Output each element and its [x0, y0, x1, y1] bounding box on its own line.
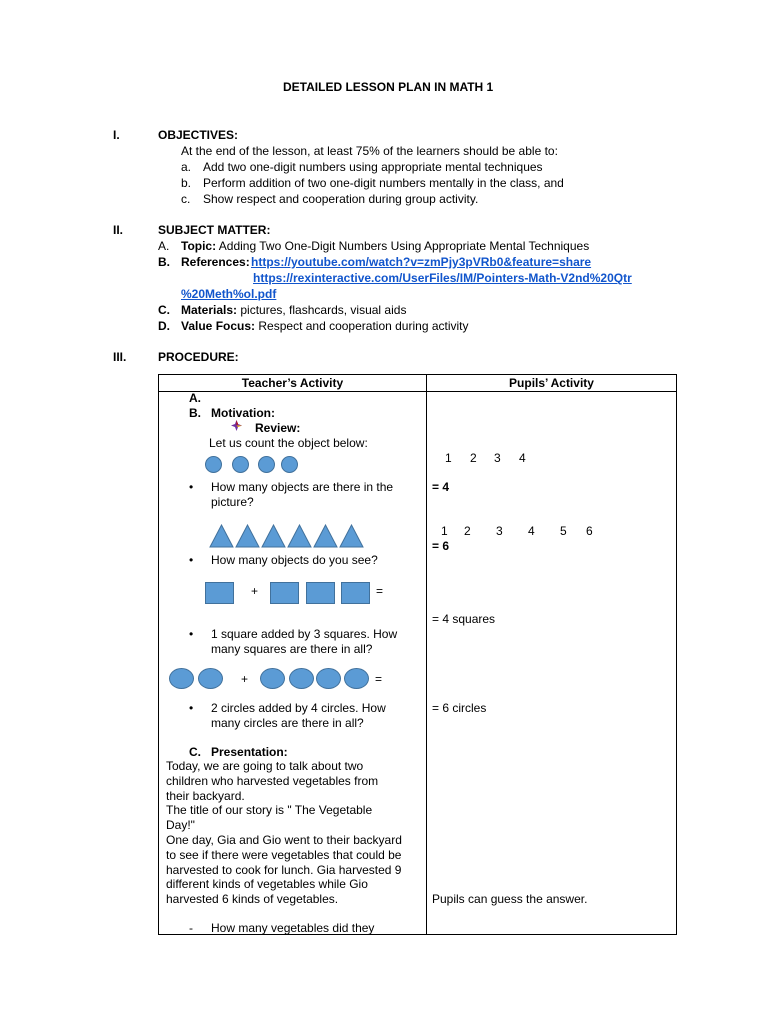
answer-5: Pupils can guess the answer. — [432, 892, 588, 906]
dash-bullet: - — [189, 921, 193, 935]
bullet-icon: • — [189, 553, 194, 567]
answer-3: = 4 squares — [432, 612, 496, 626]
section-heading: OBJECTIVES: — [158, 128, 239, 142]
count-number: 5 — [560, 524, 567, 538]
list-letter: b. — [181, 176, 192, 190]
count-number: 2 — [464, 524, 471, 538]
circle-shape — [232, 456, 249, 473]
presentation-label: Presentation: — [211, 745, 288, 759]
oval-shape — [169, 668, 194, 689]
step-letter: C. — [189, 745, 201, 759]
table-header-divider — [159, 391, 676, 392]
value-text: Respect and cooperation during activity — [258, 319, 469, 333]
triangle-shape — [340, 525, 363, 547]
section-heading: SUBJECT MATTER: — [158, 223, 271, 237]
references-label: References: — [181, 255, 250, 269]
page-title: DETAILED LESSON PLAN IN MATH 1 — [283, 80, 494, 94]
list-item: Perform addition of two one-digit numbers mentally in the class, and — [203, 176, 564, 190]
triangles-group — [209, 524, 365, 548]
reference-link-2-cont[interactable]: %20Meth%ol.pdf — [181, 287, 277, 301]
question-1: How many objects are there in the picture? — [211, 480, 394, 509]
objectives-intro: At the end of the lesson, at least 75% of the learners should be able to: — [181, 144, 558, 158]
review-label: Review: — [255, 421, 301, 435]
question-2: How many objects do you see? — [211, 553, 378, 567]
reference-link-1[interactable]: https://youtube.com/watch?v=zmPjy3pVRb0&feature=share — [251, 255, 592, 269]
bullet-icon: • — [189, 627, 194, 641]
oval-shape — [316, 668, 341, 689]
list-letter: B. — [158, 255, 170, 269]
value-label: Value Focus: — [181, 319, 256, 333]
oval-shape — [260, 668, 285, 689]
section-number: I. — [113, 128, 120, 142]
list-letter: A. — [158, 239, 170, 253]
column-header-teacher: Teacher’s Activity — [241, 376, 344, 390]
equals-sign: = — [375, 672, 383, 686]
story-line: Today, we are going to talk about two — [166, 759, 364, 773]
count-number: 3 — [496, 524, 503, 538]
count-number: 1 — [441, 524, 448, 538]
bullet-icon: • — [189, 480, 194, 494]
list-item: Show respect and cooperation during group activity. — [203, 192, 479, 206]
section-number: III. — [113, 350, 127, 364]
answer-2: = 6 — [432, 539, 450, 553]
value-line — [181, 319, 469, 333]
count-number: 1 — [445, 451, 452, 465]
topic-line — [181, 239, 589, 253]
materials-label: Materials: — [181, 303, 238, 317]
topic-label: Topic: — [181, 239, 217, 253]
story-line: One day, Gia and Gio went to their backyard — [166, 832, 402, 847]
circle-shape — [281, 456, 298, 473]
column-header-pupils: Pupils’ Activity — [509, 376, 594, 390]
story-line: to see if there were vegetables that could be — [166, 847, 402, 862]
plus-sign: + — [251, 584, 259, 598]
step-letter: B. — [189, 406, 201, 420]
oval-shape — [289, 668, 314, 689]
list-letter: a. — [181, 160, 192, 174]
materials-value: pictures, flashcards, visual aids — [240, 303, 407, 317]
triangle-shape — [262, 525, 285, 547]
story-line: harvested to cook for lunch. Gia harvested 9 — [166, 862, 402, 877]
materials-line — [181, 303, 406, 317]
circle-shape — [205, 456, 222, 473]
triangle-shape — [314, 525, 337, 547]
square-shape — [205, 582, 234, 604]
list-letter: D. — [158, 319, 170, 333]
section-heading: PROCEDURE: — [158, 350, 239, 364]
triangle-shape — [210, 525, 233, 547]
triangle-shape — [288, 525, 311, 547]
story-line: their backyard. — [166, 788, 245, 803]
square-shape — [341, 582, 370, 604]
count-number: 2 — [470, 451, 477, 465]
question-4: 2 circles added by 4 circles. How many circles are there in all? — [211, 701, 386, 730]
square-shape — [306, 582, 335, 604]
circle-shape — [258, 456, 275, 473]
count-number: 4 — [528, 524, 535, 538]
equals-sign: = — [376, 584, 384, 598]
star-bullet-icon — [231, 420, 242, 431]
story-line: harvested 6 kinds of vegetables. — [166, 892, 339, 907]
count-number: 6 — [586, 524, 593, 538]
plus-sign: + — [241, 672, 249, 686]
step-letter: A. — [189, 391, 201, 405]
count-number: 4 — [519, 451, 526, 465]
bullet-icon: • — [189, 701, 194, 715]
question-3: 1 square added by 3 squares. How many squares are there in all? — [211, 627, 398, 656]
story-text — [166, 759, 402, 907]
square-shape — [270, 582, 299, 604]
oval-shape — [198, 668, 223, 689]
answer-1: = 4 — [432, 480, 450, 494]
section-number: II. — [113, 223, 124, 237]
motivation-label: Motivation: — [211, 406, 275, 420]
story-line: Day!" — [166, 818, 195, 833]
topic-value: Adding Two One-Digit Numbers Using Appropriate Mental Techniques — [218, 239, 590, 253]
count-prompt: Let us count the object below: — [209, 436, 368, 450]
triangle-shape — [236, 525, 259, 547]
story-line: different kinds of vegetables while Gio — [166, 877, 368, 892]
reference-link-2[interactable]: https://rexinteractive.com/UserFiles/IM/Pointers-Math-V2nd%20Qtr — [253, 271, 632, 285]
oval-shape — [344, 668, 369, 689]
count-number: 3 — [494, 451, 501, 465]
table-divider — [426, 375, 427, 934]
list-letter: c. — [181, 192, 191, 206]
story-line: children who harvested vegetables from — [166, 773, 379, 788]
procedure-table — [158, 374, 677, 935]
list-item: Add two one-digit numbers using appropriate mental techniques — [203, 160, 543, 174]
list-letter: C. — [158, 303, 170, 317]
answer-4: = 6 circles — [432, 701, 487, 715]
last-question: How many vegetables did they — [211, 921, 375, 935]
story-line: The title of our story is " The Vegetable — [166, 803, 373, 818]
